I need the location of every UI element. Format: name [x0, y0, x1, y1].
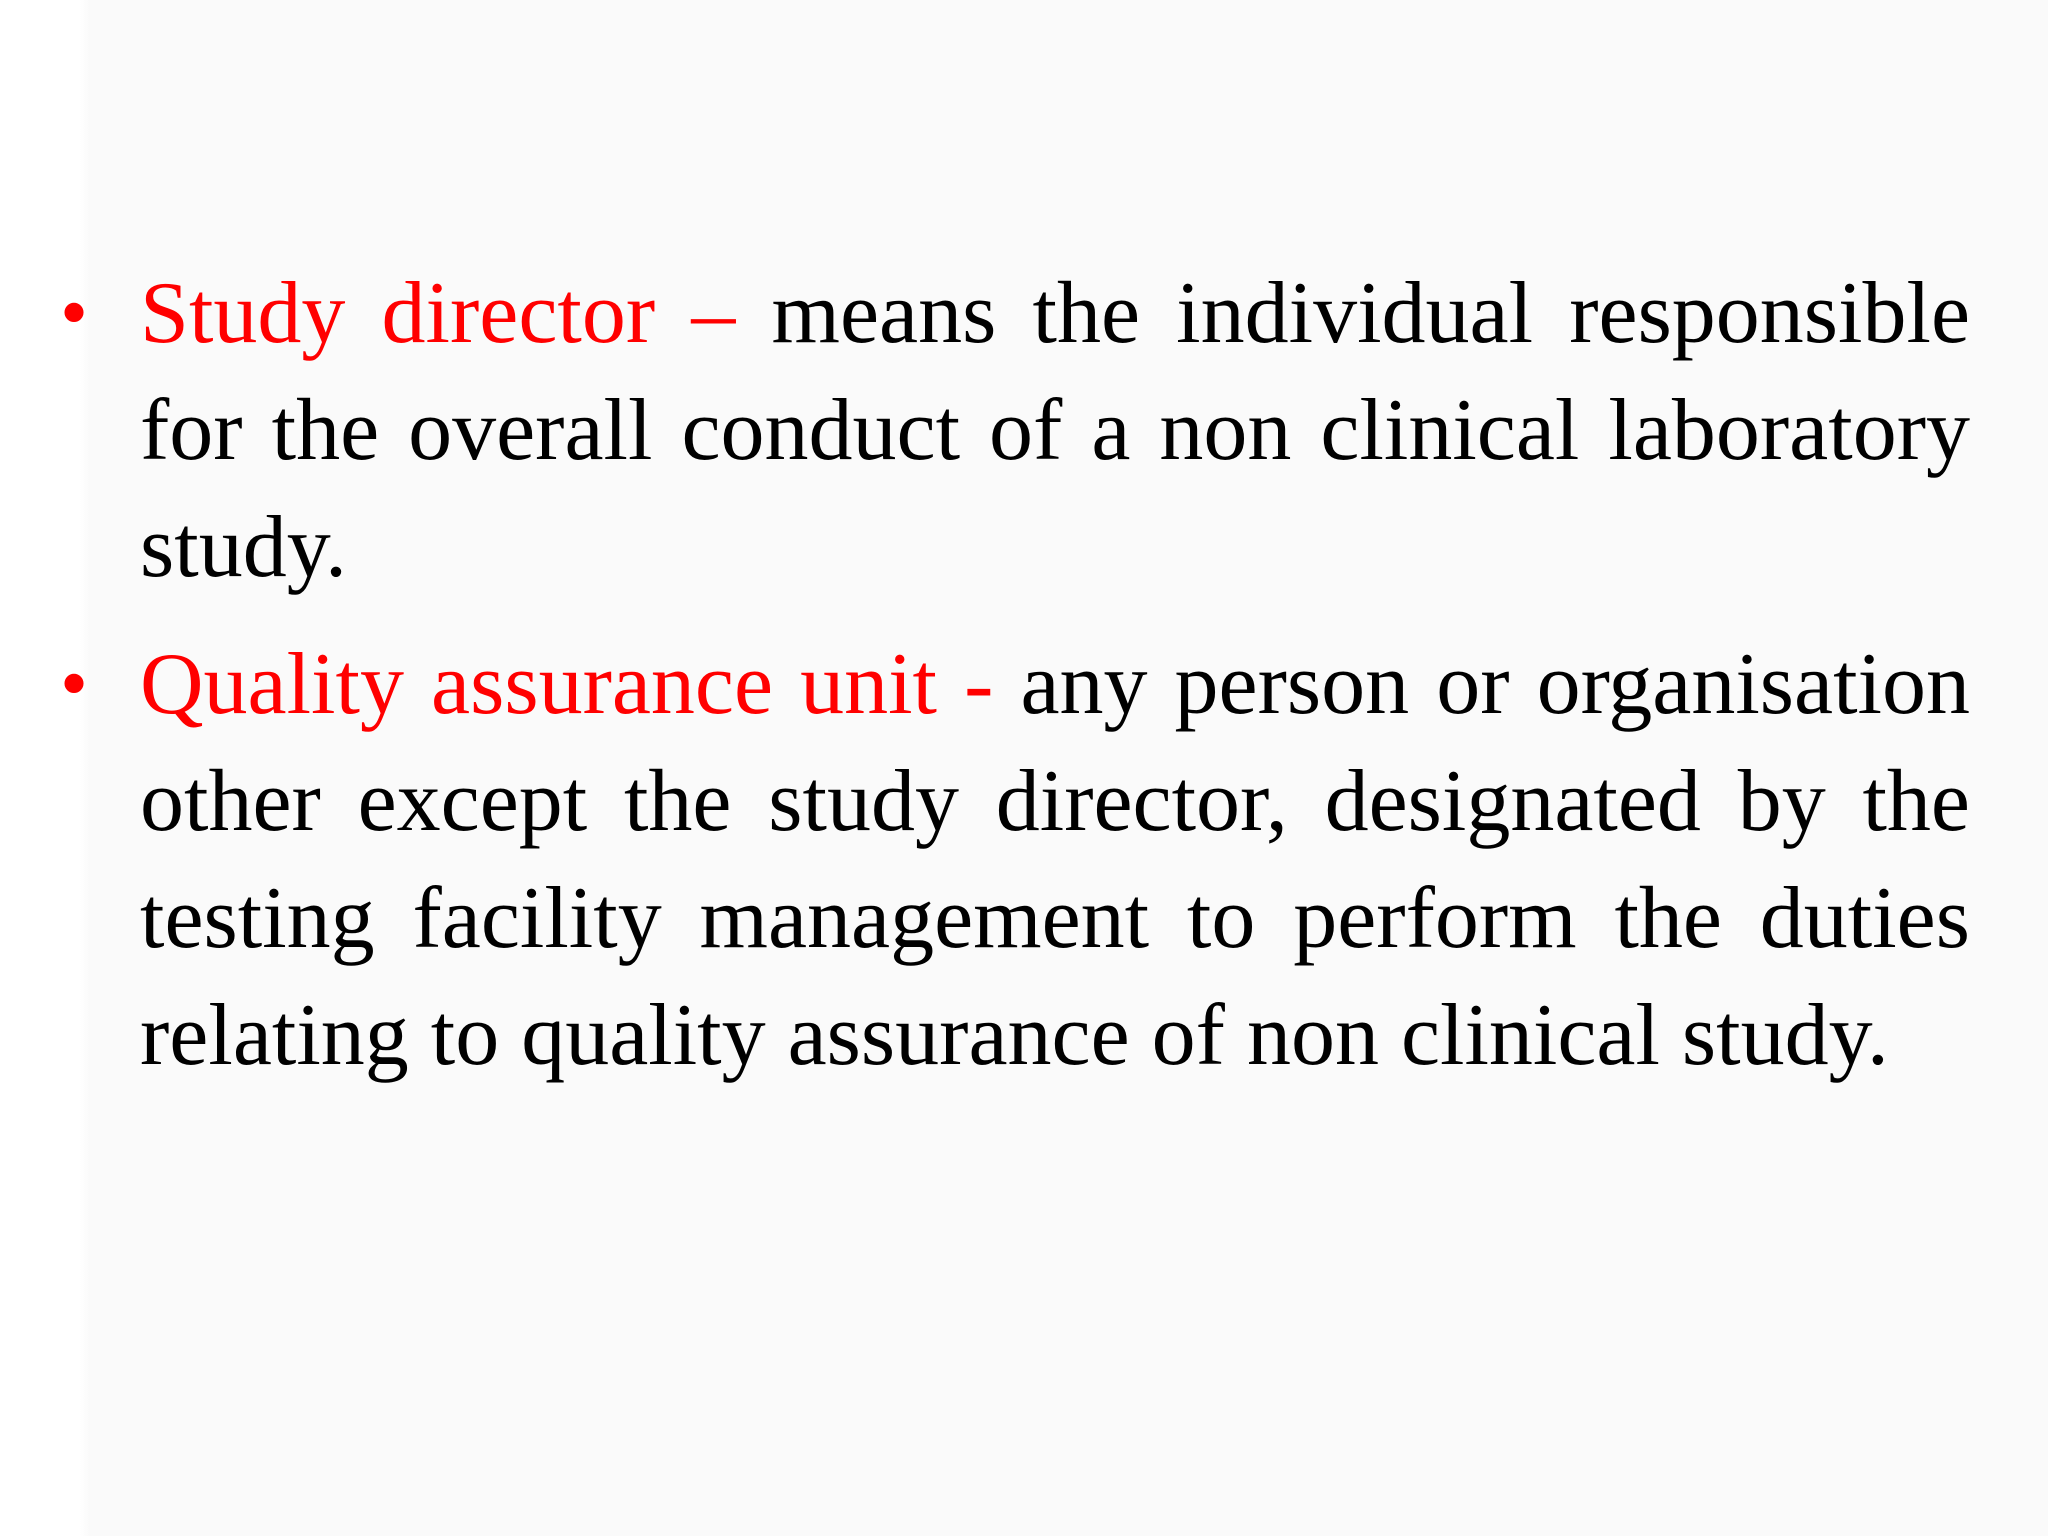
term-quality-assurance-unit: Quality assurance unit: [140, 636, 937, 733]
bullet-study-director: [60, 255, 1970, 606]
term-separator: -: [964, 636, 994, 733]
bullet-list: [60, 255, 1970, 1114]
definition-study-director: means the individual responsible for the overall conduct of a non clinical laboratory study.: [140, 265, 1971, 596]
bullet-quality-assurance-unit: [60, 626, 1970, 1094]
bullet-marker: •: [60, 640, 89, 728]
definition-quality-assurance-unit: any person or organisation other except the study director, designated by the testing facility management to perform the duties relating to quality assurance of non clinical study.: [140, 636, 1971, 1084]
term-study-director: Study director: [140, 265, 656, 362]
term-separator: –: [691, 265, 736, 362]
bullet-marker: •: [60, 269, 89, 357]
